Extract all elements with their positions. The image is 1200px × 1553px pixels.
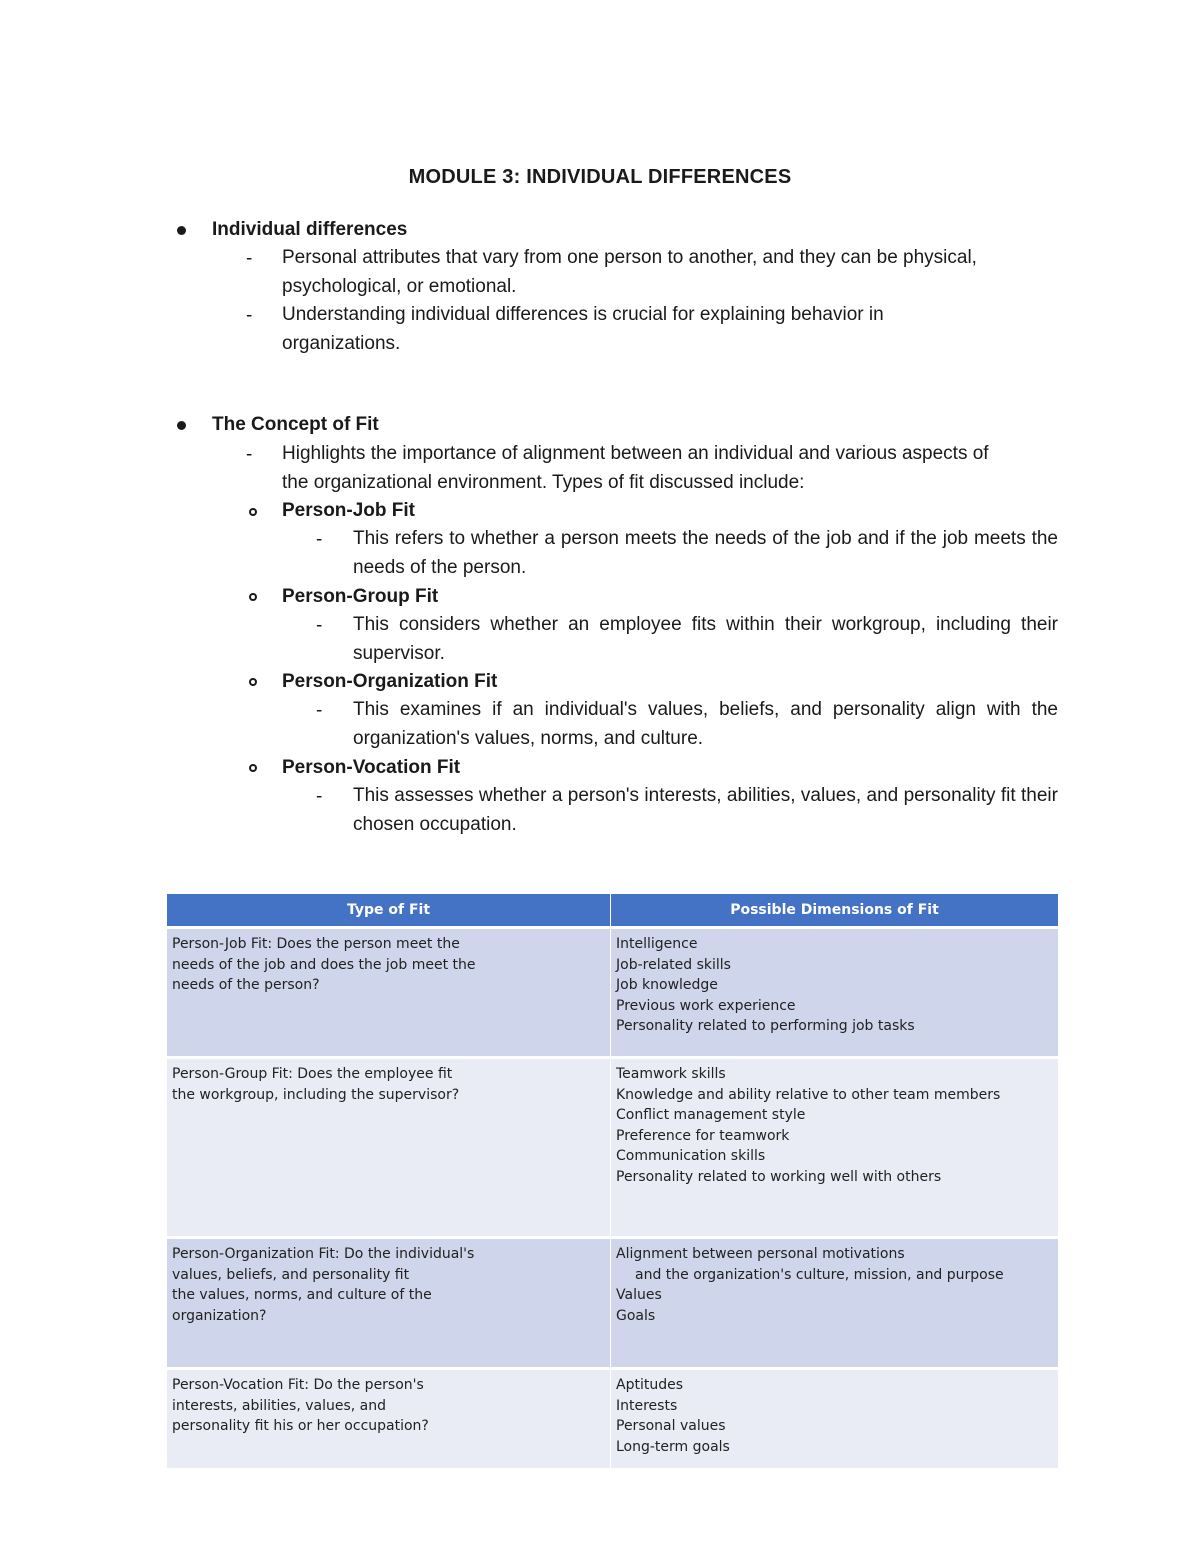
dimension-item: Values [616, 1287, 662, 1303]
type-line: the values, norms, and culture of the [172, 1287, 432, 1303]
bullet-icon [177, 421, 186, 430]
circle-bullet-icon [249, 508, 257, 516]
table-cell-dimensions [611, 1058, 1059, 1238]
table-cell-type [167, 1238, 611, 1369]
dimension-item: Conflict management style [616, 1107, 806, 1123]
table-header-type: Type of Fit [167, 894, 611, 928]
dimension-item: Job knowledge [616, 977, 718, 993]
fit-type-description: This considers whether an employee fits within their workgroup, including their supervisor. [353, 614, 1058, 664]
table-cell-dimensions [611, 928, 1059, 1058]
fit-type-description: This assesses whether a person's interests, abilities, values, and personality fit their chosen occupation. [353, 785, 1058, 835]
page-title: MODULE 3: INDIVIDUAL DIFFERENCES [408, 166, 792, 188]
dimension-item: Preference for teamwork [616, 1127, 790, 1144]
dimension-item: Knowledge and ability relative to other team members [616, 1086, 1001, 1103]
circle-bullet-icon [249, 593, 257, 601]
type-line: Person-Organization Fit: Do the individual's [172, 1246, 475, 1262]
dimension-item: Interests [616, 1397, 678, 1414]
fit-type-name: Person-Group Fit [282, 586, 439, 607]
type-line: the workgroup, including the supervisor? [172, 1086, 460, 1103]
fit-type-description: This refers to whether a person meets the needs of the job and if the job meets the needs of the person. [353, 528, 1058, 578]
table-row [167, 1369, 1059, 1469]
type-line: needs of the person? [172, 977, 320, 993]
bullet-icon [177, 226, 186, 235]
dimension-item: and the organization's culture, mission, and purpose [635, 1266, 1004, 1283]
type-line: organization? [172, 1307, 267, 1324]
section-point: Understanding individual differences is crucial for explaining behavior in organizations. [282, 304, 884, 354]
fit-type-name: Person-Organization Fit [282, 671, 498, 692]
fit-type-description: This examines if an individual's values, beliefs, and personality align with the organization's values, norms, and culture. [353, 699, 1058, 749]
table-row [167, 1238, 1059, 1369]
dash-icon: - [316, 700, 323, 721]
table-cell-type [167, 928, 611, 1058]
dimension-item: Personality related to working well with others [616, 1168, 942, 1185]
type-line: values, beliefs, and personality fit [172, 1266, 410, 1283]
dash-icon: - [316, 615, 323, 636]
dimension-item: Personal values [616, 1418, 726, 1434]
table-cell-type [167, 1058, 611, 1238]
section-point: Personal attributes that vary from one person to another, and they can be physical, psychological, or emotional. [282, 247, 977, 297]
type-line: personality fit his or her occupation? [172, 1418, 429, 1434]
table-row [167, 928, 1059, 1058]
dash-icon: - [246, 305, 253, 326]
table-cell-type [167, 1369, 611, 1469]
section-heading-concept-of-fit: The Concept of Fit [212, 414, 379, 435]
type-line: needs of the job and does the job meet the [172, 956, 476, 973]
dimension-item: Goals [616, 1307, 656, 1324]
dash-icon: - [316, 786, 323, 807]
dimension-item: Previous work experience [616, 997, 796, 1014]
dimension-item: Alignment between personal motivations [616, 1246, 905, 1262]
dimension-item: Personality related to performing job tasks [616, 1018, 915, 1034]
table-cell-dimensions [611, 1369, 1059, 1469]
dimension-item: Job-related skills [616, 956, 731, 973]
dimension-item: Aptitudes [616, 1377, 683, 1393]
dimension-item: Teamwork skills [616, 1066, 726, 1082]
circle-bullet-icon [249, 764, 257, 772]
dash-icon: - [316, 529, 323, 550]
circle-bullet-icon [249, 678, 257, 686]
table-header-row [167, 894, 1059, 928]
dimension-item: Communication skills [616, 1148, 766, 1164]
section-heading-individual-differences: Individual differences [212, 219, 408, 240]
dash-icon: - [246, 248, 253, 269]
fit-type-name: Person-Vocation Fit [282, 757, 461, 778]
table-header-dimensions: Possible Dimensions of Fit [611, 894, 1059, 928]
table-row [167, 1058, 1059, 1238]
dimension-item: Intelligence [616, 936, 698, 952]
type-line: interests, abilities, values, and [172, 1397, 386, 1414]
fit-table [166, 893, 1059, 1469]
dash-icon: - [246, 444, 253, 465]
fit-type-name: Person-Job Fit [282, 500, 416, 521]
type-line: Person-Vocation Fit: Do the person's [172, 1377, 424, 1393]
type-line: Person-Group Fit: Does the employee fit [172, 1066, 453, 1082]
section-point: Highlights the importance of alignment between an individual and various aspects of the organizational environment. Types of fit discussed include: [282, 443, 989, 493]
type-line: Person-Job Fit: Does the person meet the [172, 936, 460, 952]
dimension-item: Long-term goals [616, 1438, 730, 1455]
table-cell-dimensions [611, 1238, 1059, 1369]
